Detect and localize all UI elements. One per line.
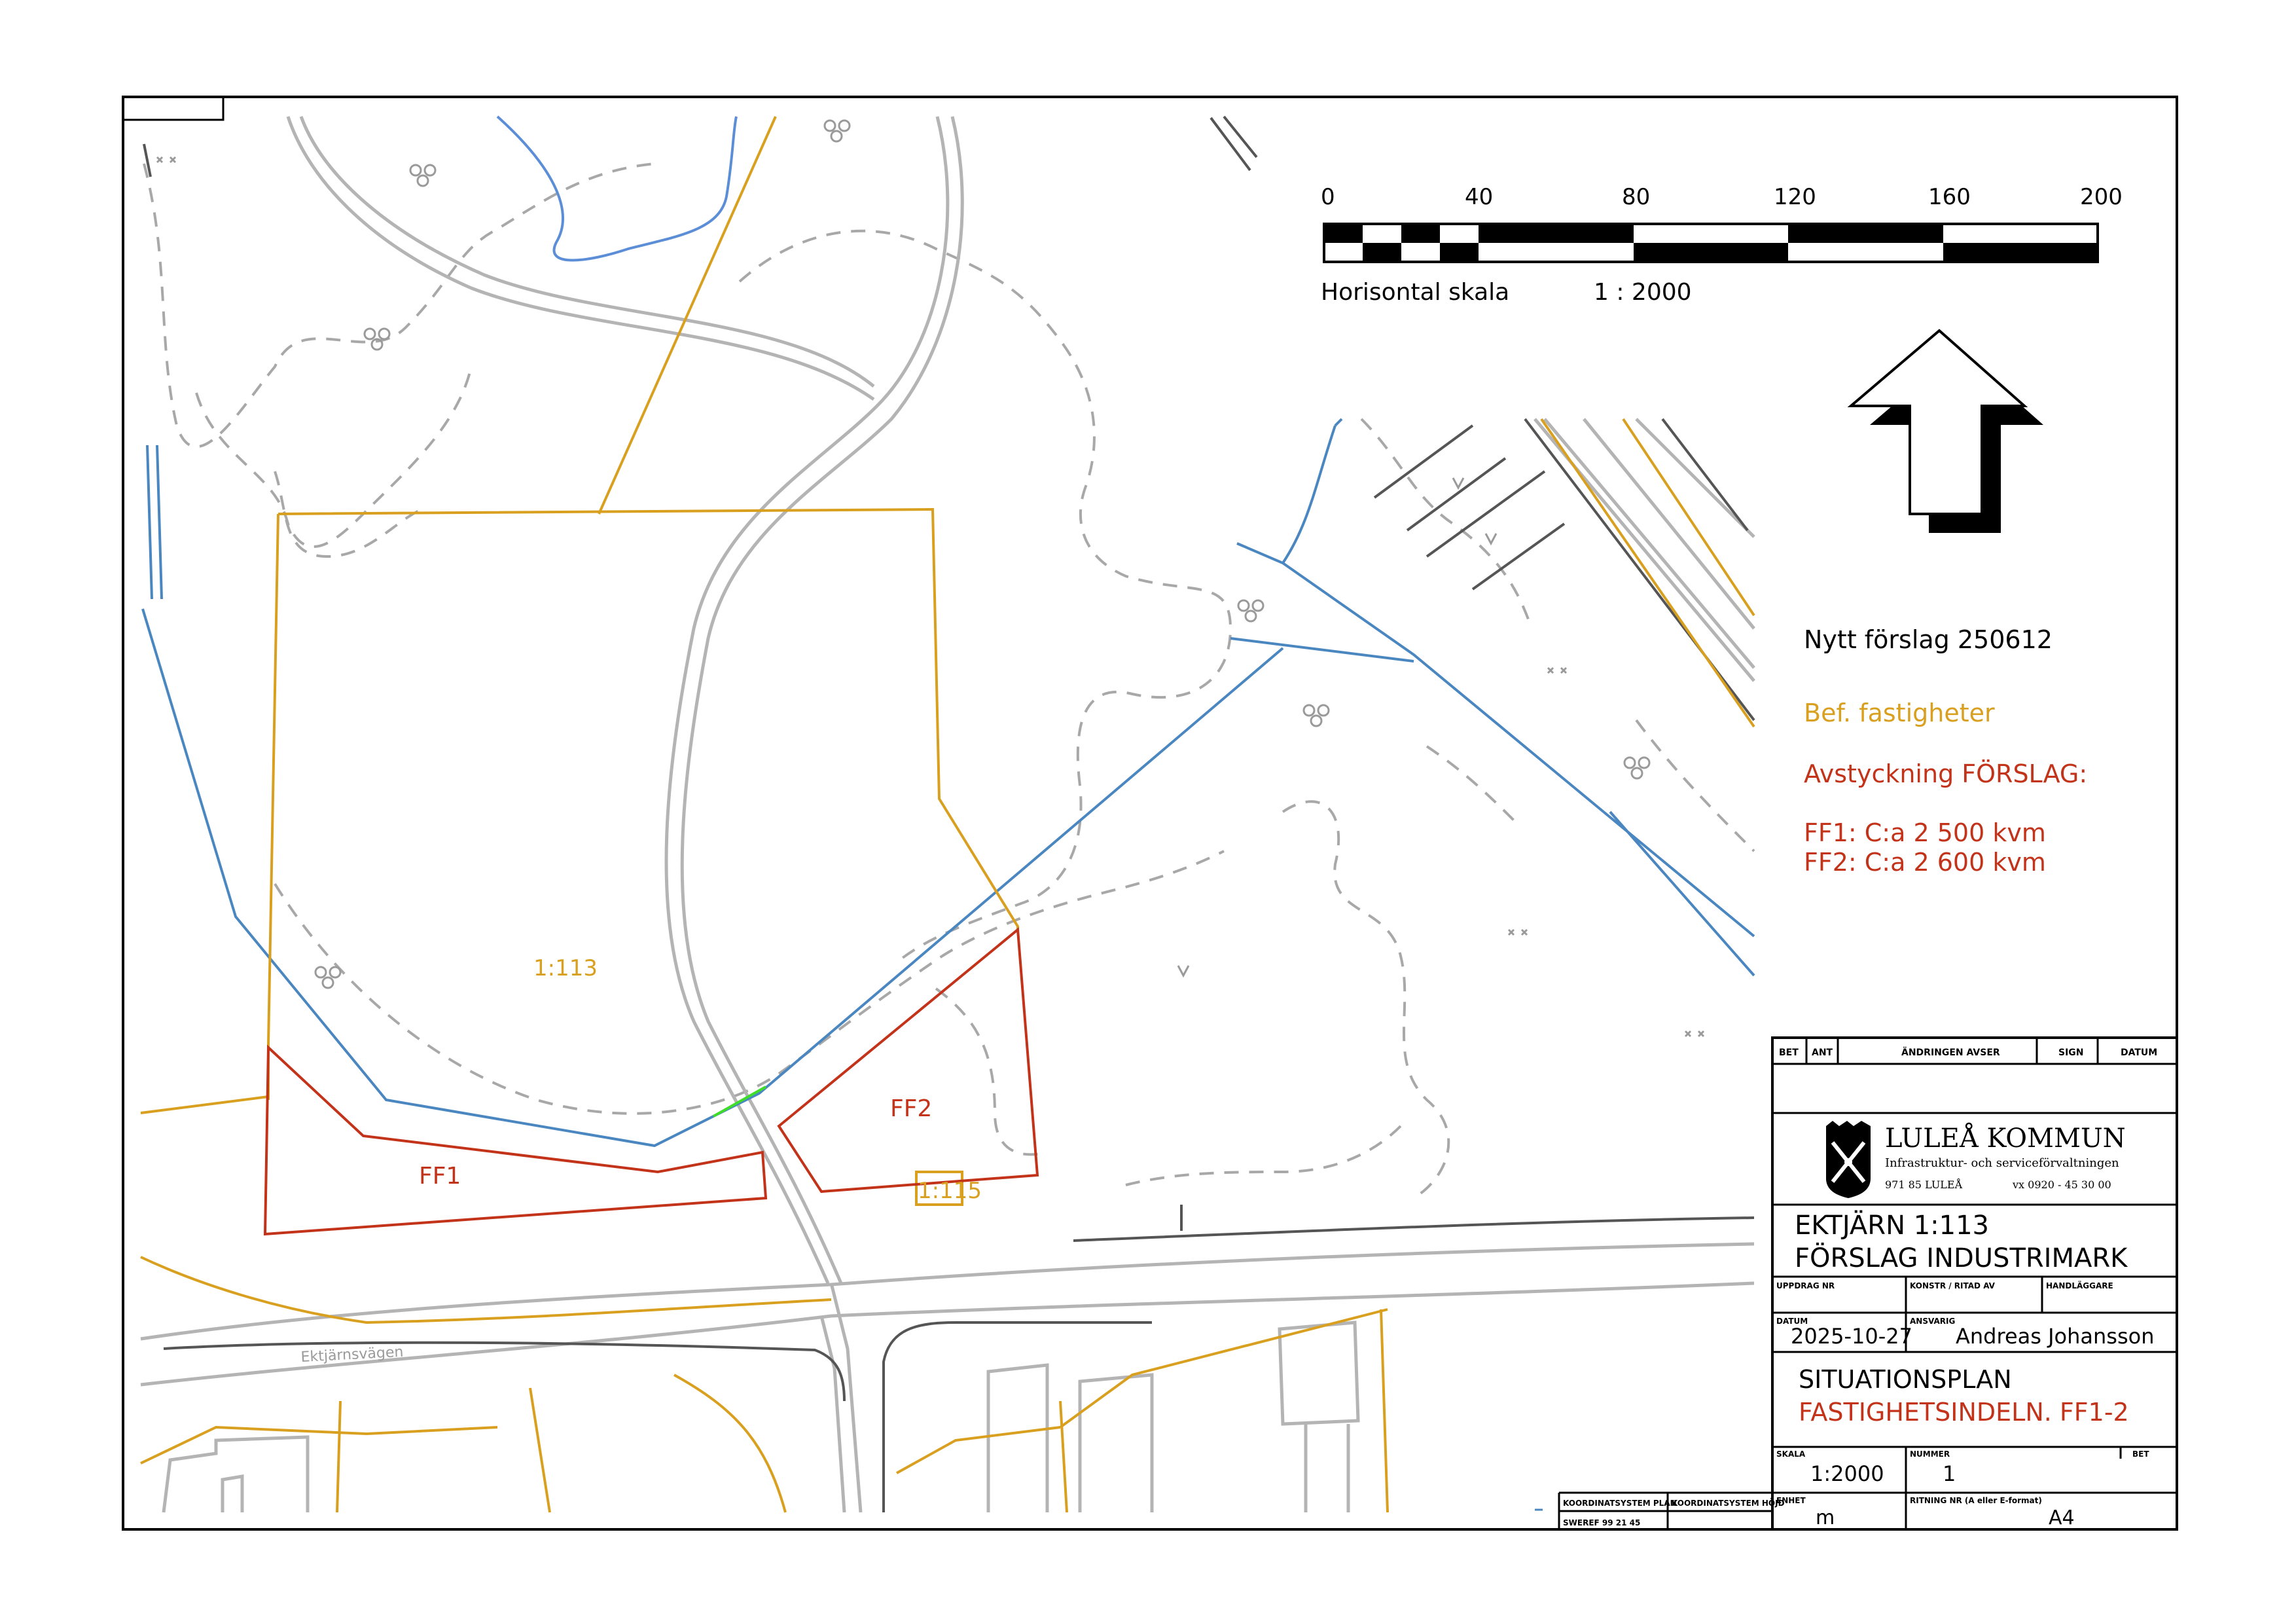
coord-height-label: KOORDINATSYSTEM HÖJD xyxy=(1672,1499,1785,1508)
water-streams xyxy=(497,117,736,261)
north-arrow-icon xyxy=(1851,331,2043,533)
uppdrag-label: UPPDRAG NR xyxy=(1776,1281,1835,1290)
datum-label: DATUM xyxy=(1776,1317,1808,1326)
lulea-coat-of-arms-icon xyxy=(1826,1121,1871,1198)
rev-header-sign: SIGN xyxy=(2058,1048,2084,1058)
legend-proposal: Nytt förslag 250612 xyxy=(1804,625,2053,654)
legend-subdivision: Avstyckning FÖRSLAG: xyxy=(1804,759,2088,788)
legend-ff2-area: FF2: C:a 2 600 kvm xyxy=(1804,848,2046,877)
scale-tick-0: 0 xyxy=(1321,184,1335,210)
utility-lines xyxy=(143,419,1754,1146)
title-block xyxy=(1535,1038,2177,1529)
enhet-value: m xyxy=(1816,1506,1835,1529)
org-name: LULEÅ KOMMUN xyxy=(1885,1123,2126,1154)
frame-corner-tab xyxy=(123,97,223,120)
parcel-label-1-115: 1:115 xyxy=(918,1178,982,1204)
existing-property-lines xyxy=(141,117,1754,1512)
road-name-label: Ektjärnsvägen xyxy=(300,1343,404,1366)
skala-label: SKALA xyxy=(1776,1450,1806,1459)
ff1-label: FF1 xyxy=(419,1163,461,1190)
project-line-1: EKTJÄRN 1:113 xyxy=(1795,1211,1989,1241)
rev-header-bet: BET xyxy=(1779,1048,1799,1058)
scale-ratio: 1 : 2000 xyxy=(1594,279,1692,306)
legend-existing: Bef. fastigheter xyxy=(1804,699,1995,727)
datum-value: 2025-10-27 xyxy=(1791,1324,1912,1349)
scale-tick-40: 40 xyxy=(1465,184,1494,210)
parcel-label-1-113: 1:113 xyxy=(533,955,598,981)
legend-ff1-area: FF1: C:a 2 500 kvm xyxy=(1804,818,2046,847)
scale-label: Horisontal skala xyxy=(1321,279,1510,306)
scale-tick-200: 200 xyxy=(2080,184,2123,210)
rev-header-datum: DATUM xyxy=(2121,1048,2158,1058)
konstr-label: KONSTR / RITAD AV xyxy=(1910,1281,1995,1290)
scale-tick-120: 120 xyxy=(1774,184,1816,210)
org-phone: vx 0920 - 45 30 00 xyxy=(2013,1178,2111,1191)
drawing-line-2: FASTIGHETSINDELN. FF1-2 xyxy=(1799,1398,2129,1427)
handlaggare-label: HANDLÄGGARE xyxy=(2046,1281,2113,1290)
enhet-label: ENHET xyxy=(1776,1496,1806,1505)
bet-label: BET xyxy=(2132,1450,2149,1459)
coord-plan-label: KOORDINATSYSTEM PLAN xyxy=(1563,1499,1677,1508)
skala-value: 1:2000 xyxy=(1810,1461,1884,1486)
coord-plan-value: SWEREF 99 21 45 xyxy=(1563,1518,1641,1527)
ansvarig-value: Andreas Johansson xyxy=(1956,1324,2155,1349)
terrain-contours xyxy=(144,164,1754,1198)
drawing-line-1: SITUATIONSPLAN xyxy=(1799,1365,2012,1394)
org-address: 971 85 LULEÅ xyxy=(1885,1178,1963,1191)
ansvarig-label: ANSVARIG xyxy=(1910,1317,1956,1326)
ff2-boundary xyxy=(779,930,1037,1192)
ritning-label: RITNING NR (A eller E-format) xyxy=(1910,1496,2042,1505)
nummer-label: NUMMER xyxy=(1910,1450,1950,1459)
org-subtitle: Infrastruktur- och serviceförvaltningen xyxy=(1885,1156,2119,1170)
rev-header-change: ÄNDRINGEN AVSER xyxy=(1901,1048,2000,1058)
ff2-label: FF2 xyxy=(890,1095,933,1122)
scale-bar xyxy=(1321,184,2123,306)
ff1-boundary xyxy=(265,1048,766,1234)
scale-tick-80: 80 xyxy=(1622,184,1651,210)
nummer-value: 1 xyxy=(1943,1461,1956,1486)
project-line-2: FÖRSLAG INDUSTRIMARK xyxy=(1795,1243,2128,1273)
rev-header-ant: ANT xyxy=(1812,1048,1833,1058)
scale-tick-160: 160 xyxy=(1928,184,1971,210)
ritning-value: A4 xyxy=(2049,1506,2075,1529)
